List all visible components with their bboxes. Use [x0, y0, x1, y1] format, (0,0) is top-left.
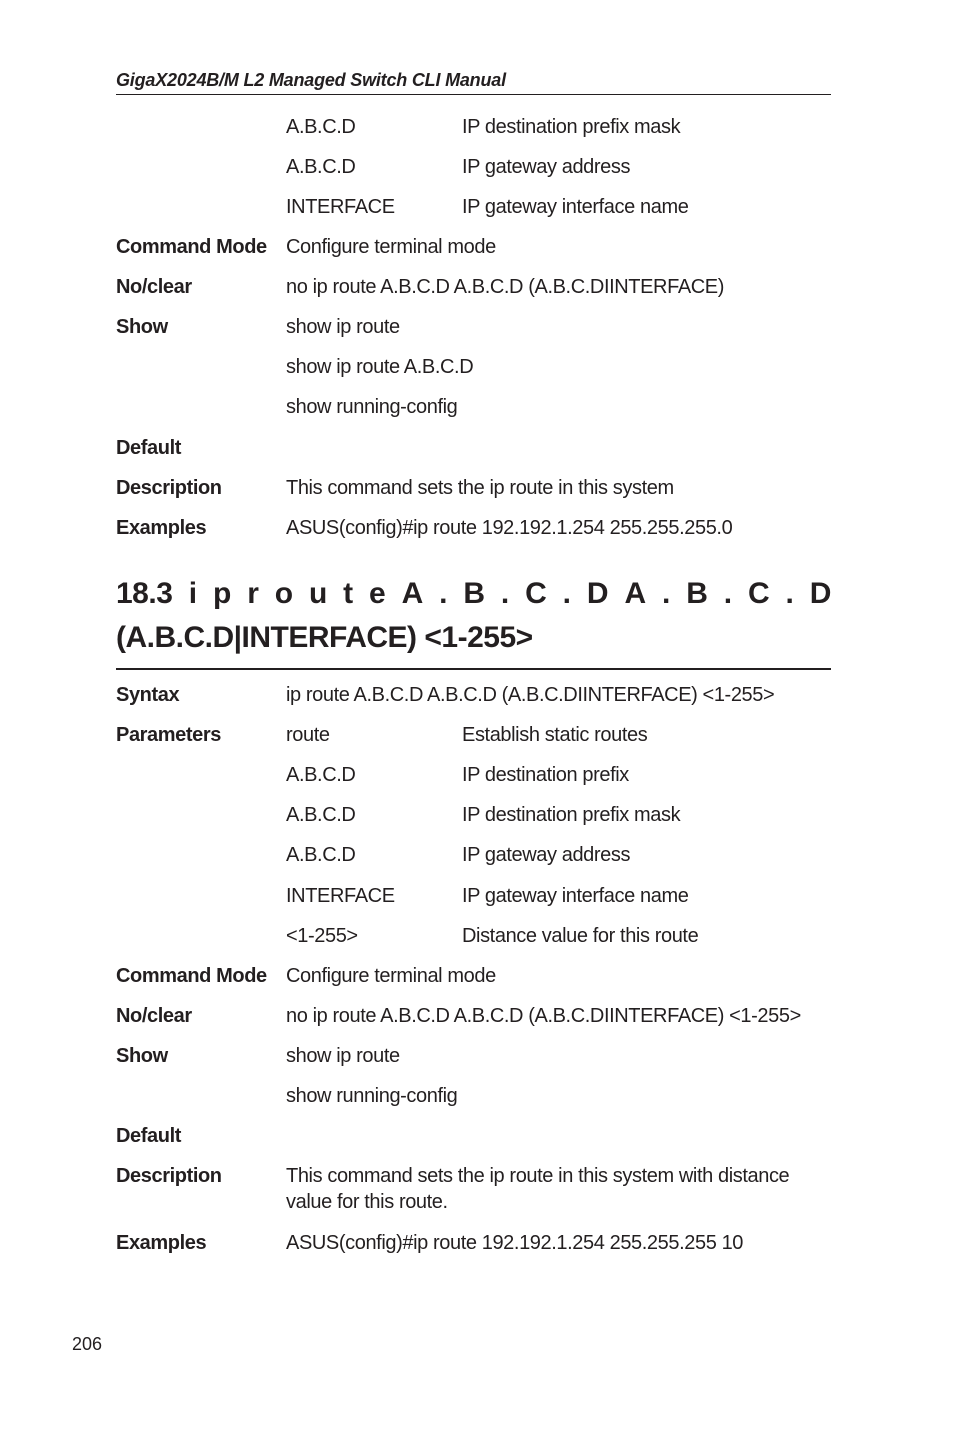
- show-value: show ip route A.B.C.D: [286, 356, 474, 378]
- section-heading-line1: [116, 572, 831, 616]
- param-name: route: [286, 724, 330, 746]
- default-label: Default: [116, 1125, 181, 1147]
- heading-token: C: [747, 577, 770, 610]
- param-desc: Distance value for this route: [462, 925, 699, 947]
- heading-token: D: [809, 577, 831, 610]
- heading-token: .: [723, 577, 732, 610]
- heading-token: C: [525, 577, 547, 610]
- heading-token: i: [188, 577, 197, 610]
- param-name: A.B.C.D: [286, 844, 356, 866]
- section-heading-line2: (A.B.C.D|INTERFACE) <1-255>: [116, 621, 533, 654]
- show-value: show running-config: [286, 396, 458, 418]
- noclear-label: No/clear: [116, 1005, 192, 1027]
- heading-token: u: [308, 577, 327, 610]
- running-header: GigaX2024B/M L2 Managed Switch CLI Manual: [116, 70, 831, 95]
- command-mode-value: Configure terminal mode: [286, 236, 496, 258]
- param-name: A.B.C.D: [286, 156, 356, 178]
- param-desc: IP gateway interface name: [462, 196, 689, 218]
- heading-token: .: [785, 577, 794, 610]
- heading-token: D: [586, 577, 609, 610]
- heading-token: p: [212, 577, 231, 610]
- show-label: Show: [116, 1045, 168, 1067]
- heading-token: t: [343, 577, 353, 610]
- param-desc: IP destination prefix mask: [462, 116, 681, 138]
- noclear-label: No/clear: [116, 276, 192, 298]
- syntax-value: ip route A.B.C.D A.B.C.D (A.B.C.DIINTERFACE) <1-255>: [286, 684, 775, 706]
- param-name: <1-255>: [286, 925, 358, 947]
- param-desc: IP gateway interface name: [462, 885, 689, 907]
- param-name: A.B.C.D: [286, 764, 356, 786]
- show-value: show running-config: [286, 1085, 458, 1107]
- default-label: Default: [116, 437, 181, 459]
- heading-token: .: [439, 577, 447, 610]
- command-mode-label: Command Mode: [116, 236, 267, 258]
- description-value: This command sets the ip route in this system with distance value for this route.: [286, 1165, 790, 1213]
- page-number: 206: [72, 1334, 103, 1354]
- heading-token: r: [247, 577, 259, 610]
- noclear-value: no ip route A.B.C.D A.B.C.D (A.B.C.DIINTERFACE) <1-255>: [286, 1005, 801, 1027]
- param-desc: IP destination prefix mask: [462, 804, 681, 826]
- section-heading: [116, 572, 831, 670]
- heading-token: o: [274, 577, 293, 610]
- heading-token: B: [463, 577, 485, 610]
- examples-label: Examples: [116, 1232, 207, 1254]
- command-mode-label: Command Mode: [116, 965, 267, 987]
- description-label: Description: [116, 1165, 222, 1187]
- heading-token: .: [661, 577, 670, 610]
- param-desc: IP gateway address: [462, 844, 631, 866]
- param-name: A.B.C.D: [286, 116, 356, 138]
- description-label: Description: [116, 477, 222, 499]
- show-value: show ip route: [286, 1045, 400, 1067]
- syntax-label: Syntax: [116, 684, 180, 706]
- heading-token: B: [686, 577, 708, 610]
- description-value: This command sets the ip route in this system: [286, 477, 674, 499]
- param-desc: IP gateway address: [462, 156, 631, 178]
- parameters-label: Parameters: [116, 724, 221, 746]
- examples-value: ASUS(config)#ip route 192.192.1.254 255.255.255.0: [286, 517, 733, 539]
- command-mode-value: Configure terminal mode: [286, 965, 496, 987]
- param-desc: Establish static routes: [462, 724, 648, 746]
- heading-token: A: [624, 577, 646, 610]
- noclear-value: no ip route A.B.C.D A.B.C.D (A.B.C.DIINTERFACE): [286, 276, 724, 298]
- examples-label: Examples: [116, 517, 207, 539]
- heading-token: .: [562, 577, 571, 610]
- param-desc: IP destination prefix: [462, 764, 629, 786]
- show-label: Show: [116, 316, 168, 338]
- show-value: show ip route: [286, 316, 400, 338]
- heading-token: .: [500, 577, 509, 610]
- heading-token: A: [401, 577, 423, 610]
- param-name: INTERFACE: [286, 885, 395, 907]
- heading-token: e: [369, 577, 386, 610]
- examples-value: ASUS(config)#ip route 192.192.1.254 255.255.255 10: [286, 1232, 744, 1254]
- param-name: A.B.C.D: [286, 804, 356, 826]
- param-name: INTERFACE: [286, 196, 395, 218]
- heading-token: 18.3: [116, 577, 173, 610]
